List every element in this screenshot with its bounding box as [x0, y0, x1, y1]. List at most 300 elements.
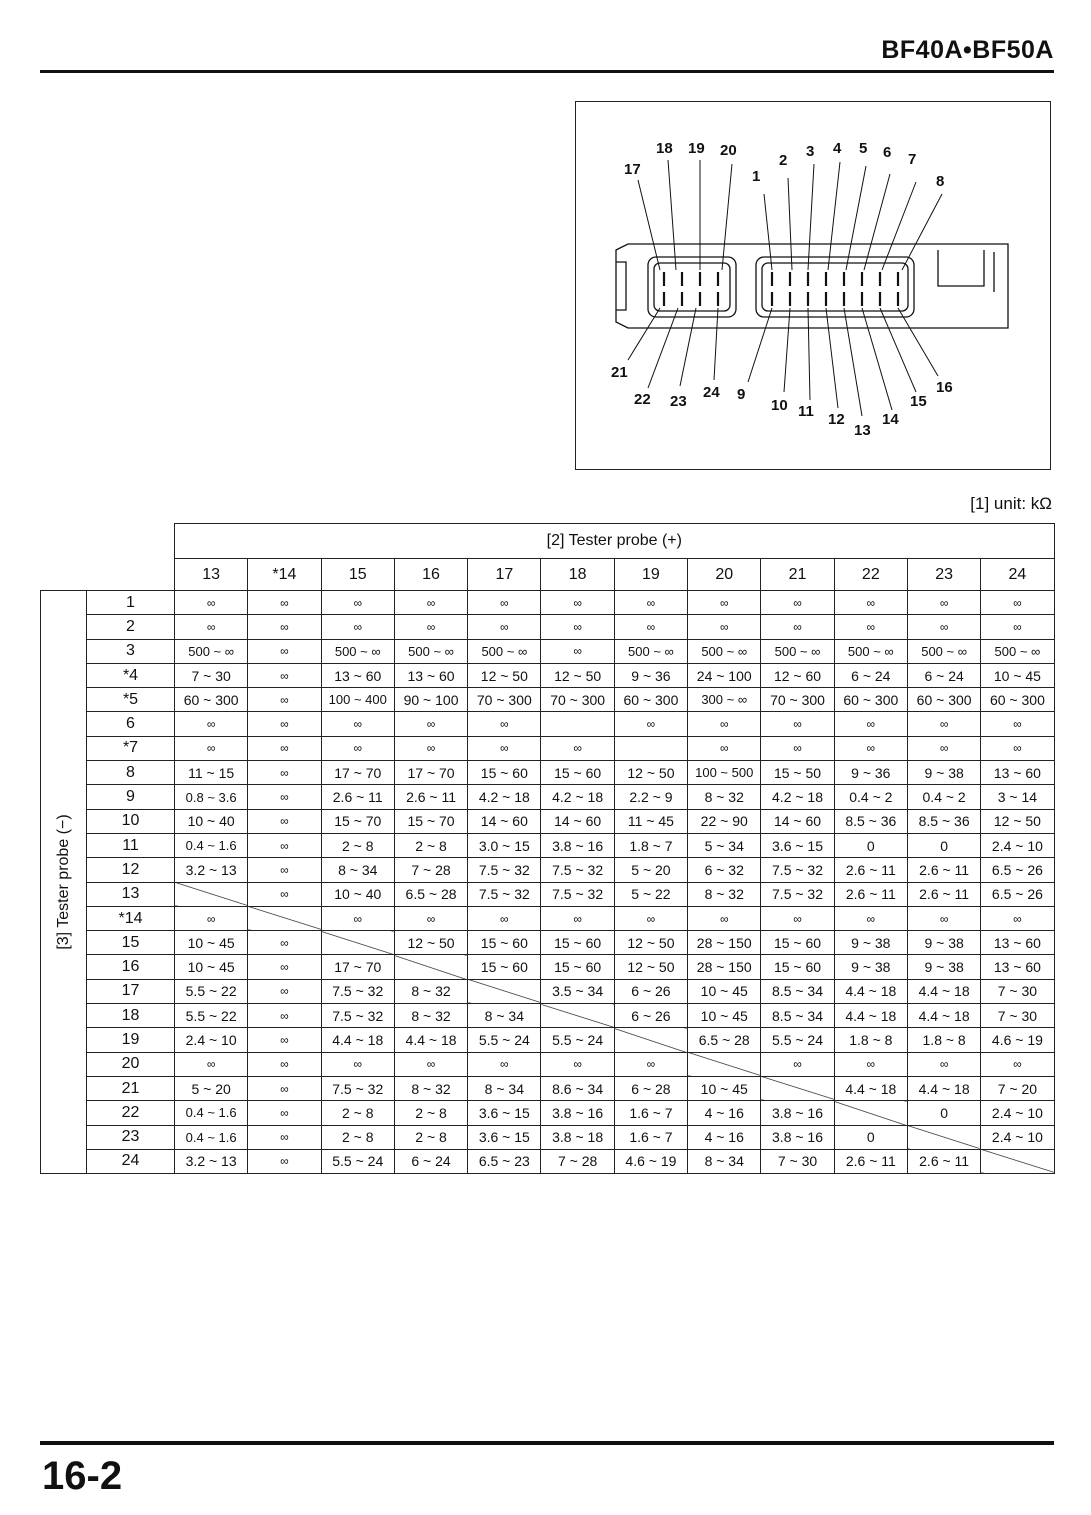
column-header: 20	[688, 559, 761, 591]
table-cell: ∞	[468, 736, 541, 760]
table-row	[41, 833, 1055, 857]
table-cell: ∞	[394, 736, 467, 760]
table-cell: ∞	[907, 615, 980, 639]
table-cell: 0	[907, 1101, 980, 1125]
table-cell: 9 ~ 38	[834, 931, 907, 955]
table-cell: ∞	[981, 1052, 1054, 1076]
table-cell: 7 ~ 28	[541, 1149, 614, 1173]
table-cell: ∞	[175, 1052, 248, 1076]
table-cell: ∞	[981, 736, 1054, 760]
table-cell: 500 ~ ∞	[614, 639, 687, 663]
table-cell: 22 ~ 90	[688, 809, 761, 833]
table-cell: ∞	[321, 591, 394, 615]
table-cell: ∞	[248, 833, 321, 857]
table-cell: 2.6 ~ 11	[834, 858, 907, 882]
table-cell: ∞	[834, 736, 907, 760]
table-cell: 4.2 ~ 18	[761, 785, 834, 809]
table-cell: ∞	[248, 736, 321, 760]
table-cell: 14 ~ 60	[761, 809, 834, 833]
ecm-connector-drawing	[576, 102, 1052, 471]
table-cell: 6 ~ 24	[834, 663, 907, 687]
table-row	[41, 979, 1055, 1003]
table-cell: 6.5 ~ 26	[981, 858, 1054, 882]
column-header: 23	[907, 559, 980, 591]
table-cell: ∞	[394, 615, 467, 639]
pin-label: 21	[611, 364, 628, 381]
table-cell: 0	[834, 1125, 907, 1149]
table-cell: ∞	[321, 1052, 394, 1076]
table-cell: 7.5 ~ 32	[321, 1076, 394, 1100]
table-cell: 7 ~ 28	[394, 858, 467, 882]
table-cell: 3.8 ~ 16	[541, 833, 614, 857]
table-cell: 8 ~ 32	[394, 979, 467, 1003]
row-header: 8	[87, 761, 175, 785]
same-pin-cell	[614, 1028, 687, 1052]
table-cell: ∞	[321, 906, 394, 930]
table-row	[41, 1004, 1055, 1028]
table-cell: ∞	[981, 615, 1054, 639]
table-cell: 500 ~ ∞	[688, 639, 761, 663]
table-cell: ∞	[907, 591, 980, 615]
table-cell: 8 ~ 34	[321, 858, 394, 882]
pin-label: 16	[936, 379, 953, 396]
table-cell: 2.6 ~ 11	[907, 858, 980, 882]
table-cell: 15 ~ 60	[541, 955, 614, 979]
table-cell: 15 ~ 60	[761, 955, 834, 979]
table-cell: 4 ~ 16	[688, 1125, 761, 1149]
table-cell: ∞	[468, 615, 541, 639]
table-cell: 15 ~ 60	[541, 931, 614, 955]
table-cell: ∞	[688, 712, 761, 736]
table-cell: 1.8 ~ 7	[614, 833, 687, 857]
table-cell: 7.5 ~ 32	[541, 882, 614, 906]
table-cell: 13 ~ 60	[981, 761, 1054, 785]
table-cell: ∞	[834, 712, 907, 736]
table-cell: ∞	[761, 615, 834, 639]
pin-label: 17	[624, 161, 641, 178]
table-cell: 500 ~ ∞	[394, 639, 467, 663]
row-header: 17	[87, 979, 175, 1003]
table-cell: 0.4 ~ 1.6	[175, 1125, 248, 1149]
same-pin-cell	[175, 882, 248, 906]
table-cell: 60 ~ 300	[834, 688, 907, 712]
table-cell: 6.5 ~ 26	[981, 882, 1054, 906]
table-cell: 4.4 ~ 18	[907, 979, 980, 1003]
table-row	[41, 712, 1055, 736]
table-cell: 7.5 ~ 32	[541, 858, 614, 882]
table-cell: 2.2 ~ 9	[614, 785, 687, 809]
column-header: 16	[394, 559, 467, 591]
table-cell: ∞	[541, 736, 614, 760]
table-cell: ∞	[248, 712, 321, 736]
table-cell: ∞	[688, 591, 761, 615]
table-cell: ∞	[321, 736, 394, 760]
table-cell: 500 ~ ∞	[321, 639, 394, 663]
table-cell: 8.5 ~ 36	[907, 809, 980, 833]
table-cell: ∞	[394, 591, 467, 615]
same-pin-cell	[394, 955, 467, 979]
table-cell: 8 ~ 32	[394, 1076, 467, 1100]
table-cell: 2.6 ~ 11	[394, 785, 467, 809]
table-cell: 13 ~ 60	[981, 955, 1054, 979]
table-row	[41, 858, 1055, 882]
table-corner	[41, 524, 175, 591]
row-header: *7	[87, 736, 175, 760]
row-header: 16	[87, 955, 175, 979]
table-cell: ∞	[834, 615, 907, 639]
table-cell: ∞	[761, 906, 834, 930]
table-cell: 7.5 ~ 32	[321, 979, 394, 1003]
table-cell: ∞	[175, 906, 248, 930]
table-row	[41, 1028, 1055, 1052]
row-header: 2	[87, 615, 175, 639]
table-cell: 6.5 ~ 23	[468, 1149, 541, 1173]
table-cell: 6 ~ 24	[907, 663, 980, 687]
table-cell: ∞	[614, 712, 687, 736]
table-cell: 3.6 ~ 15	[468, 1125, 541, 1149]
table-cell: 6.5 ~ 28	[394, 882, 467, 906]
same-pin-cell	[834, 1101, 907, 1125]
table-cell: ∞	[394, 712, 467, 736]
table-row	[41, 955, 1055, 979]
table-cell: 9 ~ 38	[907, 761, 980, 785]
table-cell: 10 ~ 45	[175, 931, 248, 955]
table-cell: ∞	[981, 591, 1054, 615]
table-cell: 2.6 ~ 11	[834, 882, 907, 906]
table-cell: 7 ~ 30	[981, 979, 1054, 1003]
row-header: 10	[87, 809, 175, 833]
same-pin-cell	[248, 906, 321, 930]
table-cell: 10 ~ 40	[321, 882, 394, 906]
table-cell: ∞	[468, 906, 541, 930]
row-header: 3	[87, 639, 175, 663]
table-cell: 11 ~ 15	[175, 761, 248, 785]
pin-label: 7	[908, 151, 917, 168]
table-cell: 2.4 ~ 10	[981, 1101, 1054, 1125]
table-row	[41, 809, 1055, 833]
table-cell: 10 ~ 45	[688, 1004, 761, 1028]
table-cell: 28 ~ 150	[688, 931, 761, 955]
table-cell: 90 ~ 100	[394, 688, 467, 712]
table-cell: ∞	[688, 906, 761, 930]
table-cell: 70 ~ 300	[541, 688, 614, 712]
row-header: 22	[87, 1101, 175, 1125]
pin-label: 18	[656, 140, 673, 157]
row-header: 6	[87, 712, 175, 736]
table-cell: 1.6 ~ 7	[614, 1125, 687, 1149]
table-cell: 5 ~ 20	[614, 858, 687, 882]
pin-label: 1	[752, 168, 761, 185]
same-pin-cell	[761, 1076, 834, 1100]
table-cell: 9 ~ 38	[907, 955, 980, 979]
same-pin-cell	[541, 1004, 614, 1028]
table-cell: ∞	[248, 785, 321, 809]
table-cell: ∞	[248, 955, 321, 979]
row-header: *5	[87, 688, 175, 712]
table-cell: ∞	[614, 1052, 687, 1076]
table-cell: 0.4 ~ 2	[907, 785, 980, 809]
table-cell: 2 ~ 8	[321, 1125, 394, 1149]
pin-label: 9	[737, 386, 746, 403]
table-cell: ∞	[907, 712, 980, 736]
table-cell: 1.6 ~ 7	[614, 1101, 687, 1125]
footer-rule	[40, 1441, 1054, 1445]
row-header: *14	[87, 906, 175, 930]
table-cell: 3.8 ~ 16	[761, 1101, 834, 1125]
table-cell: 17 ~ 70	[394, 761, 467, 785]
table-cell: 15 ~ 70	[321, 809, 394, 833]
table-cell: 9 ~ 38	[907, 931, 980, 955]
table-cell: ∞	[248, 639, 321, 663]
pin-label: 6	[883, 144, 892, 161]
pin-label: 11	[798, 403, 814, 420]
table-cell: 3.5 ~ 34	[541, 979, 614, 1003]
table-cell: ∞	[248, 1149, 321, 1173]
table-cell: ∞	[248, 1101, 321, 1125]
table-row	[41, 785, 1055, 809]
table-cell: 2.6 ~ 11	[907, 882, 980, 906]
row-header: 20	[87, 1052, 175, 1076]
table-cell: 5 ~ 20	[175, 1076, 248, 1100]
pin-label: 24	[703, 384, 720, 401]
row-header: 24	[87, 1149, 175, 1173]
table-cell: 8 ~ 32	[688, 882, 761, 906]
pin-label: 3	[806, 143, 815, 160]
table-cell: 100 ~ 500	[688, 761, 761, 785]
table-cell: ∞	[248, 858, 321, 882]
column-header: 21	[761, 559, 834, 591]
table-cell: ∞	[688, 615, 761, 639]
column-header: 22	[834, 559, 907, 591]
table-cell: ∞	[614, 615, 687, 639]
table-cell: 3.8 ~ 18	[541, 1125, 614, 1149]
table-cell: ∞	[175, 615, 248, 639]
table-cell: ∞	[834, 591, 907, 615]
table-cell: 4.4 ~ 18	[834, 1004, 907, 1028]
pin-label: 14	[882, 411, 899, 428]
table-cell: 0	[834, 833, 907, 857]
table-cell: 2.4 ~ 10	[175, 1028, 248, 1052]
table-cell: 7.5 ~ 32	[321, 1004, 394, 1028]
table-cell: ∞	[248, 761, 321, 785]
table-cell: 17 ~ 70	[321, 955, 394, 979]
table-row	[41, 639, 1055, 663]
table-cell: ∞	[175, 591, 248, 615]
table-cell: 5.5 ~ 24	[761, 1028, 834, 1052]
table-cell: 8 ~ 34	[688, 1149, 761, 1173]
table-cell: ∞	[248, 1125, 321, 1149]
table-cell: 5.5 ~ 24	[321, 1149, 394, 1173]
row-header: 9	[87, 785, 175, 809]
table-cell: ∞	[248, 1052, 321, 1076]
pin-label: 4	[833, 140, 842, 157]
table-cell: 5.5 ~ 24	[541, 1028, 614, 1052]
table-cell: 4.4 ~ 18	[321, 1028, 394, 1052]
table-cell: 7 ~ 30	[175, 663, 248, 687]
table-cell: ∞	[614, 591, 687, 615]
table-cell: 6 ~ 28	[614, 1076, 687, 1100]
table-cell: 500 ~ ∞	[468, 639, 541, 663]
table-row	[41, 1076, 1055, 1100]
table-cell: 15 ~ 60	[541, 761, 614, 785]
table-cell: 7.5 ~ 32	[761, 882, 834, 906]
table-cell: ∞	[468, 712, 541, 736]
table-cell: ∞	[981, 906, 1054, 930]
pin-label: 10	[771, 397, 788, 414]
table-cell: ∞	[688, 736, 761, 760]
table-cell: 2 ~ 8	[321, 833, 394, 857]
table-cell: 15 ~ 60	[468, 955, 541, 979]
pin-label: 15	[910, 393, 927, 410]
page-header-title: BF40A•BF50A	[881, 36, 1054, 64]
same-pin-cell	[688, 1052, 761, 1076]
row-header: *4	[87, 663, 175, 687]
table-cell: ∞	[834, 906, 907, 930]
table-cell: ∞	[761, 591, 834, 615]
table-row	[41, 1149, 1055, 1173]
table-cell: 12 ~ 50	[614, 955, 687, 979]
table-cell	[614, 736, 687, 760]
table-row	[41, 615, 1055, 639]
pin-label: 5	[859, 140, 868, 157]
table-cell: 5 ~ 34	[688, 833, 761, 857]
table-cell: 12 ~ 50	[394, 931, 467, 955]
table-cell: 60 ~ 300	[907, 688, 980, 712]
table-cell: 9 ~ 38	[834, 955, 907, 979]
table-cell: 4.2 ~ 18	[468, 785, 541, 809]
table-cell: 15 ~ 70	[394, 809, 467, 833]
table-cell: 15 ~ 60	[761, 931, 834, 955]
table-cell: 24 ~ 100	[688, 663, 761, 687]
table-cell: 3.0 ~ 15	[468, 833, 541, 857]
table-cell: 15 ~ 60	[468, 931, 541, 955]
table-cell: 3.8 ~ 16	[761, 1125, 834, 1149]
column-header: 13	[175, 559, 248, 591]
tester-probe-plus-header: [2] Tester probe (+)	[175, 524, 1055, 559]
table-cell: 13 ~ 60	[321, 663, 394, 687]
table-row	[41, 1052, 1055, 1076]
table-cell: 70 ~ 300	[468, 688, 541, 712]
table-cell: 8 ~ 34	[468, 1004, 541, 1028]
pin-label: 19	[688, 140, 705, 157]
same-pin-cell	[321, 931, 394, 955]
table-cell: 60 ~ 300	[614, 688, 687, 712]
unit-note: [1] unit: kΩ	[970, 494, 1052, 513]
column-header: 17	[468, 559, 541, 591]
pin-label: 20	[720, 142, 737, 159]
table-cell: 3.6 ~ 15	[468, 1101, 541, 1125]
table-cell: 8.5 ~ 34	[761, 1004, 834, 1028]
table-cell: 10 ~ 40	[175, 809, 248, 833]
table-cell: 12 ~ 50	[541, 663, 614, 687]
table-cell: ∞	[321, 712, 394, 736]
table-cell: ∞	[834, 1052, 907, 1076]
table-cell: 4.4 ~ 18	[394, 1028, 467, 1052]
table-cell: 8 ~ 32	[394, 1004, 467, 1028]
table-row	[41, 663, 1055, 687]
table-cell: 3.2 ~ 13	[175, 858, 248, 882]
table-cell: 1.8 ~ 8	[834, 1028, 907, 1052]
table-cell: 6 ~ 24	[394, 1149, 467, 1173]
table-cell: 14 ~ 60	[541, 809, 614, 833]
table-cell: ∞	[248, 931, 321, 955]
table-cell: 300 ~ ∞	[688, 688, 761, 712]
table-cell: 17 ~ 70	[321, 761, 394, 785]
table-cell: ∞	[541, 639, 614, 663]
table-cell: 12 ~ 50	[614, 761, 687, 785]
table-cell: 0	[907, 833, 980, 857]
table-cell: 500 ~ ∞	[834, 639, 907, 663]
table-cell: 8 ~ 32	[688, 785, 761, 809]
table-cell: 5 ~ 22	[614, 882, 687, 906]
column-header: 15	[321, 559, 394, 591]
table-cell: 8.5 ~ 36	[834, 809, 907, 833]
table-cell: ∞	[394, 906, 467, 930]
table-row	[41, 688, 1055, 712]
table-cell: 2.4 ~ 10	[981, 833, 1054, 857]
pin-label: 13	[854, 422, 871, 439]
table-cell: 10 ~ 45	[688, 979, 761, 1003]
table-cell: ∞	[614, 906, 687, 930]
table-cell	[541, 712, 614, 736]
table-row	[41, 591, 1055, 615]
table-cell: ∞	[248, 615, 321, 639]
row-header: 19	[87, 1028, 175, 1052]
resistance-table	[40, 523, 1055, 1174]
table-cell: 15 ~ 60	[468, 761, 541, 785]
table-cell: 500 ~ ∞	[907, 639, 980, 663]
table-row	[41, 931, 1055, 955]
table-cell: ∞	[907, 736, 980, 760]
table-cell: 11 ~ 45	[614, 809, 687, 833]
table-cell: ∞	[248, 809, 321, 833]
table-row	[41, 882, 1055, 906]
table-row	[41, 761, 1055, 785]
table-cell: 4.4 ~ 18	[834, 1076, 907, 1100]
table-cell: 3.2 ~ 13	[175, 1149, 248, 1173]
table-cell: ∞	[761, 712, 834, 736]
table-cell: 4 ~ 16	[688, 1101, 761, 1125]
table-cell: 5.5 ~ 22	[175, 1004, 248, 1028]
table-cell: ∞	[541, 591, 614, 615]
same-pin-cell	[907, 1125, 980, 1149]
table-row	[41, 1101, 1055, 1125]
table-cell: 8 ~ 34	[468, 1076, 541, 1100]
tester-probe-minus-header	[41, 591, 87, 1174]
row-header: 18	[87, 1004, 175, 1028]
table-cell: 1.8 ~ 8	[907, 1028, 980, 1052]
column-header: 24	[981, 559, 1054, 591]
table-cell: ∞	[248, 1076, 321, 1100]
table-cell: 2.6 ~ 11	[834, 1149, 907, 1173]
table-cell: ∞	[468, 591, 541, 615]
pin-label: 12	[828, 411, 845, 428]
table-cell: ∞	[248, 1004, 321, 1028]
row-header: 23	[87, 1125, 175, 1149]
row-header: 13	[87, 882, 175, 906]
table-cell: ∞	[981, 712, 1054, 736]
tester-probe-minus-label: [3] Tester probe (−)	[54, 814, 72, 950]
table-row	[41, 736, 1055, 760]
table-cell: 2 ~ 8	[394, 1101, 467, 1125]
pin-label: 2	[779, 152, 788, 169]
table-cell: 12 ~ 50	[981, 809, 1054, 833]
table-cell: 0.4 ~ 1.6	[175, 833, 248, 857]
table-cell: 7.5 ~ 32	[468, 882, 541, 906]
pin-label: 23	[670, 393, 687, 410]
table-cell: 100 ~ 400	[321, 688, 394, 712]
table-cell: 2.6 ~ 11	[321, 785, 394, 809]
